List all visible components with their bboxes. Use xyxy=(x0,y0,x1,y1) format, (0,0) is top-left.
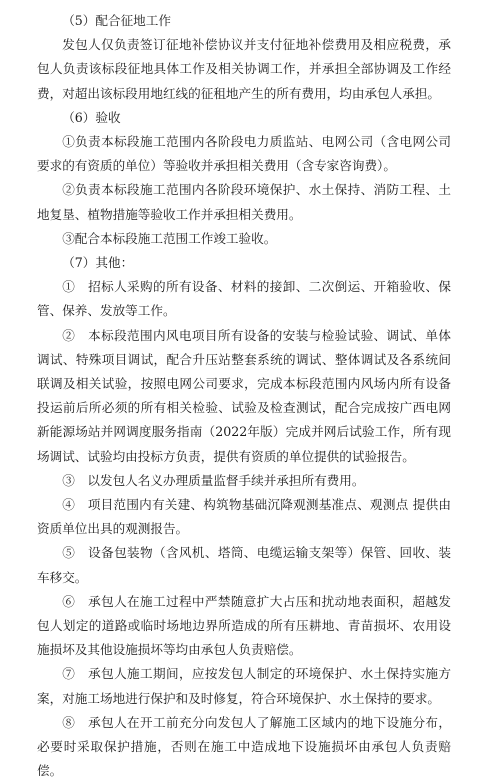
paragraph-acceptance-item-3: ③配合本标段施工范围工作竣工验收。 xyxy=(62,230,277,246)
paragraph-other-item-6: ⑥ 承包人在施工过程中严禁随意扩大占压和扰动地表面积，超越发包人划定的道路或临时场地边界所造成的所有压耕地、青苗损坏、农用设施损坏及其他设施损坏等均由承包人负责赔偿。 xyxy=(37,593,451,658)
paragraph-other-item-8: ⑧ 承包人在开工前充分向发包人了解施工区域内的地下设施分布，必要时采取保护措施，否则在施工中造成地下设施损坏由承包人负责赔偿。 xyxy=(37,714,451,779)
paragraph-other-item-1: ① 招标人采购的所有设备、材料的接卸、二次倒运、开箱验收、保管、保养、发放等工作。 xyxy=(37,279,451,319)
section-heading-acceptance: （6）验收 xyxy=(62,109,121,125)
section-heading-land-acquisition: （5）配合征地工作 xyxy=(62,13,171,28)
paragraph-other-item-3: ③ 以发包人名义办理质量监督手续并承担所有费用。 xyxy=(62,472,365,488)
paragraph-other-item-2: ② 本标段范围内风电项目所有设备的安装与检验试验、调试、单体调试、特殊项目调试，配合升压站整套系统的调试、整体调试及各系统间联调及相关试验，按照电网公司要求，完成本标段范围内风场内所有设备投运前后所必须的所有相关检验、试验及检查测试，配合完成按广西电网新能源场站并网调度服务指南（2022年版）完成并网后试验工作，所有现场调试、试验均由投标方负责，提供有资质的单位提供的试验报告。 xyxy=(37,327,451,464)
paragraph-acceptance-item-1: ①负责本标段施工范围内各阶段电力质监站、电网公司（含电网公司要求的有资质的单位）等验收并承担相关费用（含专家咨询费）。 xyxy=(37,134,451,174)
paragraph-other-item-5: ⑤ 设备包装物（含风机、塔筒、电缆运输支架等）保管、回收、装车移交。 xyxy=(37,545,451,585)
paragraph-land-acquisition-duties: 发包人仅负责签订征地补偿协议并支付征地补偿费用及相应税费，承包人负责该标段征地具体工作及相关协调工作，并承担全部协调及工作经费，对超出该标段用地红线的征租地产生的所有费用，均由承包人承担。 xyxy=(37,37,451,101)
paragraph-other-item-4: ④ 项目范围内有关建、构筑物基础沉降观测基准点、观测点 提供由资质单位出具的观测报告。 xyxy=(37,497,451,537)
paragraph-acceptance-item-2: ②负责本标段施工范围内各阶段环境保护、水土保持、消防工程、土地复垦、植物措施等验收工作并承担相关费用。 xyxy=(37,182,451,222)
paragraph-other-item-7: ⑦ 承包人施工期间，应按发包人制定的环境保护、水土保持实施方案，对施工场地进行保护和及时修复，符合环境保护、水土保持的要求。 xyxy=(37,666,451,706)
section-heading-other: （7）其他： xyxy=(62,255,134,271)
